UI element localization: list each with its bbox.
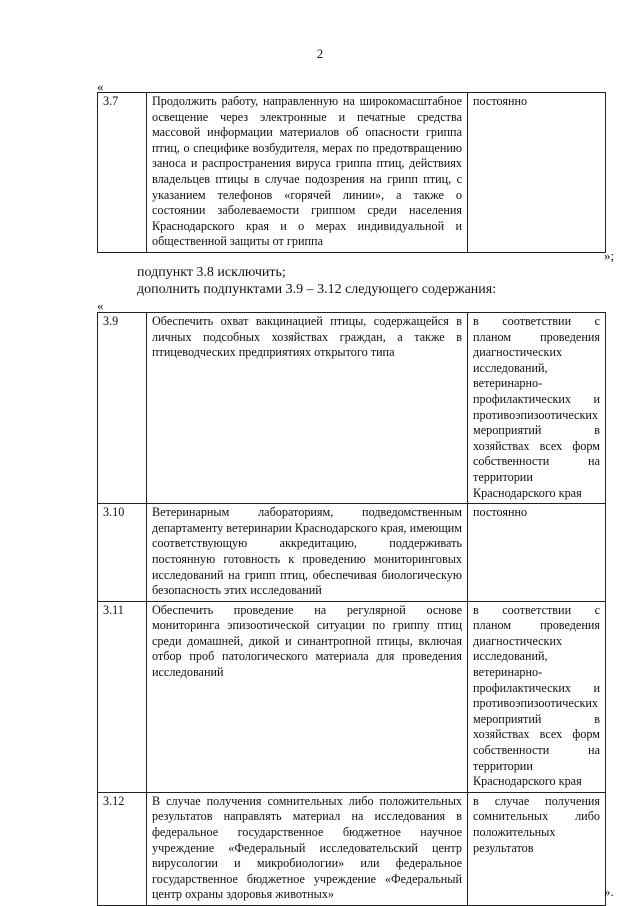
closing-quote-2: ». <box>604 884 614 899</box>
table-row-3-11 <box>98 601 606 792</box>
measure-term: постоянно <box>468 93 606 253</box>
page-number: 2 <box>316 46 324 61</box>
measure-term: в соответствии с планом проведения диагностических исследований, ветеринарно-профилактических и противоэпизоотических мероприятий в хозяйствах всех форм собственности на территории Краснодарского края <box>468 601 606 792</box>
opening-quote-2: « <box>97 298 104 313</box>
row-number: 3.7 <box>98 93 147 253</box>
measure-text: Ветеринарным лабораториям, подведомственным департаменту ветеринарии Краснодарского края, имеющим соответствующую аккредитацию, поддерживать постоянную готовность к проведению мониторинговых исследований на грипп птиц, обеспечивая биологическую безопасность этих исследований <box>147 504 468 602</box>
measure-text: Обеспечить проведение на регулярной основе мониторинга эпизоотической ситуации по гриппу птиц среди домашней, дикой и синантропной птицы, включая отбор проб патологического материала для проведения исследований <box>147 601 468 792</box>
table-row-3-9 <box>98 313 606 504</box>
row-number: 3.9 <box>98 313 147 504</box>
paragraph-add-subitems: дополнить подпунктами 3.9 – 3.12 следующего содержания: <box>137 282 497 297</box>
table-row-3-7 <box>98 93 606 253</box>
measures-table-1 <box>97 92 606 253</box>
measure-term: в случае получения сомнительных либо положительных результатов <box>468 792 606 905</box>
opening-quote-1: « <box>97 79 104 94</box>
paragraph-exclude-3-8: подпункт 3.8 исключить; <box>137 265 286 280</box>
table-row-3-12 <box>98 792 606 905</box>
row-number: 3.11 <box>98 601 147 792</box>
measure-term: постоянно <box>468 504 606 602</box>
measures-table-2 <box>97 312 606 906</box>
measure-text: Продолжить работу, направленную на широкомасштабное освещение через электронные и печатные средства массовой информации материалов об опасности гриппа птиц, о специфике возбудителя, мерах по предотвращению заноса и распространения вируса гриппа птиц, действиях владельцев птицы в случае подозрения на грипп птиц, с указанием телефонов «горячей линии», а также о состоянии заболеваемости гриппом среди населения Краснодарского края и о мерах индивидуальной и общественной защиты от гриппа <box>147 93 468 253</box>
table-row-3-10 <box>98 504 606 602</box>
measure-term: в соответствии с планом проведения диагностических исследований, ветеринарно-профилактических и противоэпизоотических мероприятий в хозяйствах всех форм собственности на территории Краснодарского края <box>468 313 606 504</box>
measure-text: Обеспечить охват вакцинацией птицы, содержащейся в личных подсобных хозяйствах граждан, а также в птицеводческих предприятиях открытого типа <box>147 313 468 504</box>
measure-text: В случае получения сомнительных либо положительных результатов направлять материал на исследования в федеральное государственное бюджетное научное учреждение «Федеральный исследовательский центр вирусологии и микробиологии» или федеральное государственное бюджетное учреждение «Федеральный центр охраны здоровья животных» <box>147 792 468 905</box>
row-number: 3.10 <box>98 504 147 602</box>
row-number: 3.12 <box>98 792 147 905</box>
closing-quote-1: »; <box>604 248 615 263</box>
